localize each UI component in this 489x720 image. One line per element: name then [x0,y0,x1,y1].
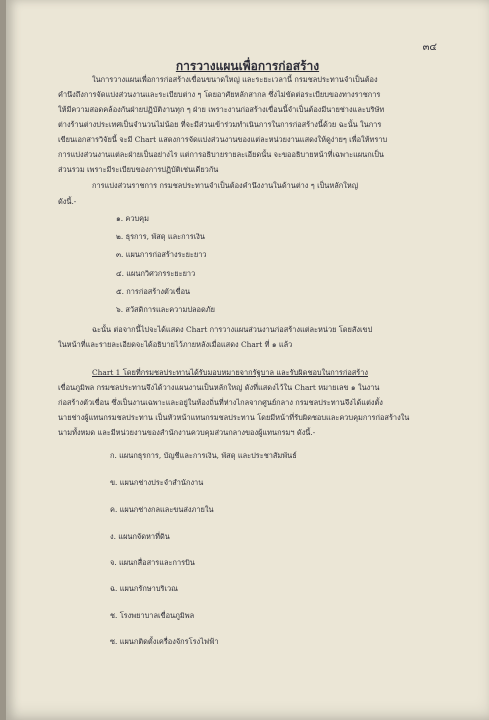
para3-line: ในหน้าที่และรายละเอียดจะได้อธิบายไว้ภายหลังเมื่อแสดง Chart ที่ ๑ แล้ว [58,340,293,349]
list-item: ๑. ควบคุม [116,214,149,223]
para1-line: ให้มีความสอดคล้องกันฝ่ายปฏิบัติงานทุก ๆ ฝ่าย เพราะงานก่อสร้างเขื่อนนี้จำเป็นต้องมีนายช่างและบริษัท [58,105,385,114]
para4-line: ก่อสร้างตัวเขื่อน ซึ่งเป็นงานเฉพาะและอยู่ในท้องถิ่นที่ห่างไกลจากศูนย์กลาง กรมชลประทานจึงได้แต่งตั้ง [58,398,383,407]
para4-line: เขื่อนภูมิพล กรมชลประทานจึงได้วางแผนงานเป็นหลักใหญ่ ดังที่แสดงไว้ใน Chart หมายเลข ๑ ในงาน [58,383,380,392]
para1-line: ต่างร้านต่างประเทศเป็นจำนวนไม่น้อย ที่จะมีส่วนเข้าร่วมทำเนินการในการก่อสร้างนี้ด้วย ฉะนั้น ในการ [58,120,382,129]
page-title-text: การวางแผนเพื่อการก่อสร้าง [175,59,320,73]
para4-line: Chart 1 โดยที่กรมชลประทานได้รับมอบหมายจากรัฐบาล และรับผิดชอบในการก่อสร้าง [92,368,368,377]
document-page [6,0,489,720]
para1-line: การแบ่งส่วนงานแต่ละฝ่ายเป็นอย่างไร แต่การอธิบายรายละเอียดนั้น จะขออธิบายหน้าที่เฉพาะแผนกเป็น [58,150,384,159]
list-item: ข. แผนกช่างประจำสำนักงาน [110,478,204,487]
para4-line: นามทั้งหมด และมีหน่วยงานของสำนักงานควบคุมส่วนกลางของผู้แทนกรมฯ ดังนี้.- [58,428,316,437]
list-item: ๔. แผนกวิศวกรระยะยาว [116,269,196,278]
para4-line: นายช่างผู้แทนกรมชลประทาน เป็นหัวหน้าแทนกรมชลประทาน โดยมีหน้าที่รับผิดชอบและควบคุมการก่อสร้างใน [58,413,410,422]
list-item: ๒. ธุรการ, พัสดุ และการเงิน [116,232,205,241]
para3-line: ฉะนั้น ต่อจากนี้ไปจะได้แสดง Chart การวางแผนส่วนงานก่อสร้างแต่ละหน่วย โดยสังเขป [92,325,373,334]
list-item: ค. แผนกช่างกลและขนส่งภายใน [110,505,214,514]
para2-line: ดังนี้.- [58,197,77,206]
para2-line: การแบ่งส่วนราชการ กรมชลประทานจำเป็นต้องคำนึงงานในด้านต่าง ๆ เป็นหลักใหญ่ [92,181,358,190]
list-item: ก. แผนกธุรการ, บัญชีและการเงิน, พัสดุ และประชาสัมพันธ์ [110,451,297,460]
list-item: ง. แผนกจัดหาที่ดิน [110,532,170,541]
list-item: ช. โรงพยาบาลเขื่อนภูมิพล [110,611,195,620]
para1-line: ส่วนรวม เพราะมีระเบียบของการปฏิบัติเช่นเดียวกัน [58,165,219,174]
list-item: ๕. การก่อสร้างตัวเขื่อน [116,287,191,296]
para1-line: คำนึงถึงการจัดแบ่งส่วนงานและระเบียบต่าง ๆ โดยอาศัยหลักสากล ซึ่งไม่ขัดต่อระเบียบของทางราชการ [58,90,381,99]
para1-line: ในการวางแผนเพื่อการก่อสร้างเขื่อนขนาดใหญ่ และระยะเวลานี้ กรมชลประทานจำเป็นต้อง [92,75,378,84]
list-item: ซ. แผนกติดตั้งเครื่องจักรโรงไฟฟ้า [110,637,219,646]
list-item: ๖. สวัสดิการและความปลอดภัย [116,305,215,314]
para1-line: เขียนเอกสารวิจัยนี้ จะมี Chart แสดงการจัดแบ่งส่วนงานของแต่ละหน่วยงานแสดงให้ดูง่ายๆ เพื่อให้ทราบ [58,135,388,144]
list-item: จ. แผนกสื่อสารและการบิน [110,558,195,567]
list-item: ฉ. แผนกรักษาบริเวณ [110,584,179,593]
page-number: ๓๔ [422,42,437,53]
list-item: ๓. แผนการก่อสร้างระยะยาว [116,250,207,259]
